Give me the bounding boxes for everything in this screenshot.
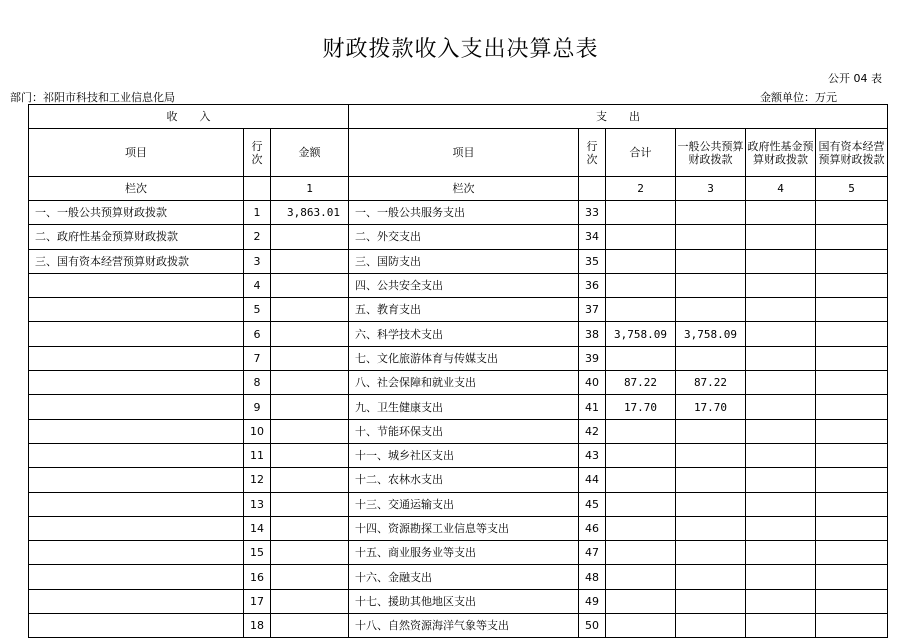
income-amount-cell xyxy=(271,346,349,370)
state-capital-cell xyxy=(816,468,888,492)
general-budget-cell xyxy=(676,273,746,297)
expense-item-cell: 三、国防支出 xyxy=(349,249,579,273)
state-capital-cell xyxy=(816,492,888,516)
table-row xyxy=(29,346,888,370)
gov-fund-cell xyxy=(746,541,816,565)
gov-fund-cell xyxy=(746,225,816,249)
state-capital-cell xyxy=(816,565,888,589)
income-line-cell: 15 xyxy=(244,541,271,565)
income-item-cell xyxy=(29,516,244,540)
gov-fund-cell xyxy=(746,614,816,638)
income-section-header: 收 入 xyxy=(29,105,349,129)
income-amount-header: 金额 xyxy=(271,129,349,177)
income-column-label: 栏次 xyxy=(29,177,244,201)
column-number-1: 1 xyxy=(271,177,349,201)
expense-line-cell: 46 xyxy=(579,516,606,540)
table-row xyxy=(29,419,888,443)
expense-item-cell: 六、科学技术支出 xyxy=(349,322,579,346)
expense-item-cell: 五、教育支出 xyxy=(349,298,579,322)
total-cell xyxy=(606,346,676,370)
expense-item-cell: 十、节能环保支出 xyxy=(349,419,579,443)
empty-cell xyxy=(579,177,606,201)
income-line-cell: 3 xyxy=(244,249,271,273)
gov-fund-cell xyxy=(746,201,816,225)
department-label: 部门：祁阳市科技和工业信息化局 xyxy=(10,91,175,104)
total-cell xyxy=(606,516,676,540)
table-row xyxy=(29,443,888,467)
expense-line-cell: 42 xyxy=(579,419,606,443)
total-cell xyxy=(606,565,676,589)
income-line-cell: 17 xyxy=(244,589,271,613)
income-line-cell: 18 xyxy=(244,614,271,638)
expense-item-cell: 七、文化旅游体育与传媒支出 xyxy=(349,346,579,370)
income-amount-cell xyxy=(271,468,349,492)
general-budget-cell xyxy=(676,589,746,613)
expense-line-header: 行次 xyxy=(579,129,606,177)
expense-line-cell: 40 xyxy=(579,371,606,395)
currency-unit-label: 金额单位：万元 xyxy=(760,91,837,104)
total-cell xyxy=(606,225,676,249)
expense-item-cell: 十八、自然资源海洋气象等支出 xyxy=(349,614,579,638)
state-capital-cell xyxy=(816,541,888,565)
general-budget-cell xyxy=(676,298,746,322)
general-budget-cell: 3,758.09 xyxy=(676,322,746,346)
gov-fund-cell xyxy=(746,273,816,297)
income-item-cell: 三、国有资本经营预算财政拨款 xyxy=(29,249,244,273)
income-item-cell: 一、一般公共预算财政拨款 xyxy=(29,201,244,225)
general-budget-cell xyxy=(676,541,746,565)
general-budget-cell xyxy=(676,492,746,516)
form-number: 公开 04 表 xyxy=(828,72,882,85)
state-capital-cell xyxy=(816,322,888,346)
income-amount-cell xyxy=(271,614,349,638)
income-item-cell xyxy=(29,468,244,492)
income-amount-cell xyxy=(271,273,349,297)
general-budget-cell: 87.22 xyxy=(676,371,746,395)
gov-fund-header: 政府性基金预算财政拨款 xyxy=(746,129,816,177)
general-budget-cell: 17.70 xyxy=(676,395,746,419)
income-item-cell xyxy=(29,322,244,346)
gov-fund-cell xyxy=(746,322,816,346)
expense-item-cell: 十四、资源勘探工业信息等支出 xyxy=(349,516,579,540)
state-capital-cell xyxy=(816,371,888,395)
income-line-cell: 16 xyxy=(244,565,271,589)
gov-fund-cell xyxy=(746,589,816,613)
income-amount-cell xyxy=(271,322,349,346)
income-amount-cell xyxy=(271,589,349,613)
total-cell: 3,758.09 xyxy=(606,322,676,346)
expense-item-header: 项目 xyxy=(349,129,579,177)
expense-item-cell: 一、一般公共服务支出 xyxy=(349,201,579,225)
expense-line-cell: 37 xyxy=(579,298,606,322)
gov-fund-cell xyxy=(746,468,816,492)
income-line-cell: 5 xyxy=(244,298,271,322)
general-budget-cell xyxy=(676,565,746,589)
income-amount-cell xyxy=(271,249,349,273)
income-item-header: 项目 xyxy=(29,129,244,177)
income-item-cell xyxy=(29,346,244,370)
state-capital-cell xyxy=(816,249,888,273)
income-item-cell xyxy=(29,371,244,395)
expense-line-cell: 47 xyxy=(579,541,606,565)
income-line-cell: 14 xyxy=(244,516,271,540)
total-cell xyxy=(606,201,676,225)
income-amount-cell xyxy=(271,419,349,443)
income-amount-cell xyxy=(271,516,349,540)
income-amount-cell xyxy=(271,443,349,467)
total-cell xyxy=(606,443,676,467)
expense-line-cell: 49 xyxy=(579,589,606,613)
income-item-cell xyxy=(29,395,244,419)
income-amount-cell xyxy=(271,541,349,565)
expense-item-cell: 十一、城乡社区支出 xyxy=(349,443,579,467)
empty-cell xyxy=(244,177,271,201)
table-row xyxy=(29,468,888,492)
income-item-cell xyxy=(29,298,244,322)
gov-fund-cell xyxy=(746,492,816,516)
general-budget-header: 一般公共预算财政拨款 xyxy=(676,129,746,177)
expense-line-cell: 35 xyxy=(579,249,606,273)
gov-fund-cell xyxy=(746,346,816,370)
income-amount-cell xyxy=(271,371,349,395)
total-cell xyxy=(606,249,676,273)
table-row xyxy=(29,541,888,565)
expense-item-cell: 二、外交支出 xyxy=(349,225,579,249)
general-budget-cell xyxy=(676,346,746,370)
column-number-4: 4 xyxy=(746,177,816,201)
general-budget-cell xyxy=(676,468,746,492)
column-number-5: 5 xyxy=(816,177,888,201)
income-amount-cell: 3,863.01 xyxy=(271,201,349,225)
expense-item-cell: 八、社会保障和就业支出 xyxy=(349,371,579,395)
total-cell xyxy=(606,614,676,638)
income-amount-cell xyxy=(271,298,349,322)
income-item-cell: 二、政府性基金预算财政拨款 xyxy=(29,225,244,249)
fiscal-summary-table xyxy=(28,104,888,638)
total-cell xyxy=(606,419,676,443)
gov-fund-cell xyxy=(746,516,816,540)
income-amount-cell xyxy=(271,492,349,516)
income-line-cell: 1 xyxy=(244,201,271,225)
income-amount-cell xyxy=(271,565,349,589)
income-item-cell xyxy=(29,541,244,565)
table-row xyxy=(29,298,888,322)
expense-line-cell: 39 xyxy=(579,346,606,370)
income-amount-cell xyxy=(271,225,349,249)
report-title: 财政拨款收入支出决算总表 xyxy=(322,37,599,62)
table-row xyxy=(29,322,888,346)
expense-item-cell: 九、卫生健康支出 xyxy=(349,395,579,419)
income-line-cell: 13 xyxy=(244,492,271,516)
table-row xyxy=(29,589,888,613)
table-row xyxy=(29,201,888,225)
expense-column-label: 栏次 xyxy=(349,177,579,201)
table-row xyxy=(29,249,888,273)
table-row xyxy=(29,225,888,249)
general-budget-cell xyxy=(676,249,746,273)
state-capital-cell xyxy=(816,516,888,540)
table-row xyxy=(29,395,888,419)
gov-fund-cell xyxy=(746,395,816,419)
income-item-cell xyxy=(29,419,244,443)
income-item-cell xyxy=(29,614,244,638)
total-cell xyxy=(606,541,676,565)
expense-line-cell: 41 xyxy=(579,395,606,419)
expense-item-cell: 十七、援助其他地区支出 xyxy=(349,589,579,613)
income-item-cell xyxy=(29,565,244,589)
table-row xyxy=(29,371,888,395)
expense-line-cell: 48 xyxy=(579,565,606,589)
state-capital-cell xyxy=(816,395,888,419)
income-line-cell: 9 xyxy=(244,395,271,419)
table-row xyxy=(29,273,888,297)
general-budget-cell xyxy=(676,225,746,249)
income-line-cell: 6 xyxy=(244,322,271,346)
income-line-cell: 11 xyxy=(244,443,271,467)
expense-item-cell: 十五、商业服务业等支出 xyxy=(349,541,579,565)
expense-line-cell: 43 xyxy=(579,443,606,467)
general-budget-cell xyxy=(676,419,746,443)
expense-item-cell: 十三、交通运输支出 xyxy=(349,492,579,516)
table-row xyxy=(29,492,888,516)
column-number-2: 2 xyxy=(606,177,676,201)
expense-item-cell: 十六、金融支出 xyxy=(349,565,579,589)
expense-item-cell: 四、公共安全支出 xyxy=(349,273,579,297)
state-capital-cell xyxy=(816,346,888,370)
income-line-cell: 10 xyxy=(244,419,271,443)
income-line-cell: 2 xyxy=(244,225,271,249)
total-header: 合计 xyxy=(606,129,676,177)
gov-fund-cell xyxy=(746,565,816,589)
table-row xyxy=(29,516,888,540)
gov-fund-cell xyxy=(746,419,816,443)
income-line-cell: 8 xyxy=(244,371,271,395)
income-item-cell xyxy=(29,589,244,613)
general-budget-cell xyxy=(676,614,746,638)
income-item-cell xyxy=(29,492,244,516)
income-line-cell: 7 xyxy=(244,346,271,370)
total-cell xyxy=(606,492,676,516)
general-budget-cell xyxy=(676,516,746,540)
state-capital-cell xyxy=(816,443,888,467)
state-capital-cell xyxy=(816,419,888,443)
state-capital-header: 国有资本经营预算财政拨款 xyxy=(816,129,888,177)
gov-fund-cell xyxy=(746,298,816,322)
general-budget-cell xyxy=(676,201,746,225)
total-cell xyxy=(606,468,676,492)
state-capital-cell xyxy=(816,614,888,638)
income-item-cell xyxy=(29,443,244,467)
income-line-cell: 12 xyxy=(244,468,271,492)
expense-section-header: 支 出 xyxy=(349,105,888,129)
state-capital-cell xyxy=(816,298,888,322)
gov-fund-cell xyxy=(746,371,816,395)
income-amount-cell xyxy=(271,395,349,419)
gov-fund-cell xyxy=(746,249,816,273)
state-capital-cell xyxy=(816,201,888,225)
gov-fund-cell xyxy=(746,443,816,467)
column-number-3: 3 xyxy=(676,177,746,201)
state-capital-cell xyxy=(816,225,888,249)
table-row xyxy=(29,565,888,589)
income-line-cell: 4 xyxy=(244,273,271,297)
total-cell xyxy=(606,273,676,297)
expense-line-cell: 45 xyxy=(579,492,606,516)
total-cell xyxy=(606,589,676,613)
income-line-header: 行次 xyxy=(244,129,271,177)
expense-line-cell: 33 xyxy=(579,201,606,225)
expense-item-cell: 十二、农林水支出 xyxy=(349,468,579,492)
total-cell xyxy=(606,298,676,322)
expense-line-cell: 34 xyxy=(579,225,606,249)
total-cell: 17.70 xyxy=(606,395,676,419)
table-row xyxy=(29,614,888,638)
expense-line-cell: 36 xyxy=(579,273,606,297)
expense-line-cell: 44 xyxy=(579,468,606,492)
income-item-cell xyxy=(29,273,244,297)
state-capital-cell xyxy=(816,589,888,613)
expense-line-cell: 38 xyxy=(579,322,606,346)
state-capital-cell xyxy=(816,273,888,297)
total-cell: 87.22 xyxy=(606,371,676,395)
general-budget-cell xyxy=(676,443,746,467)
expense-line-cell: 50 xyxy=(579,614,606,638)
